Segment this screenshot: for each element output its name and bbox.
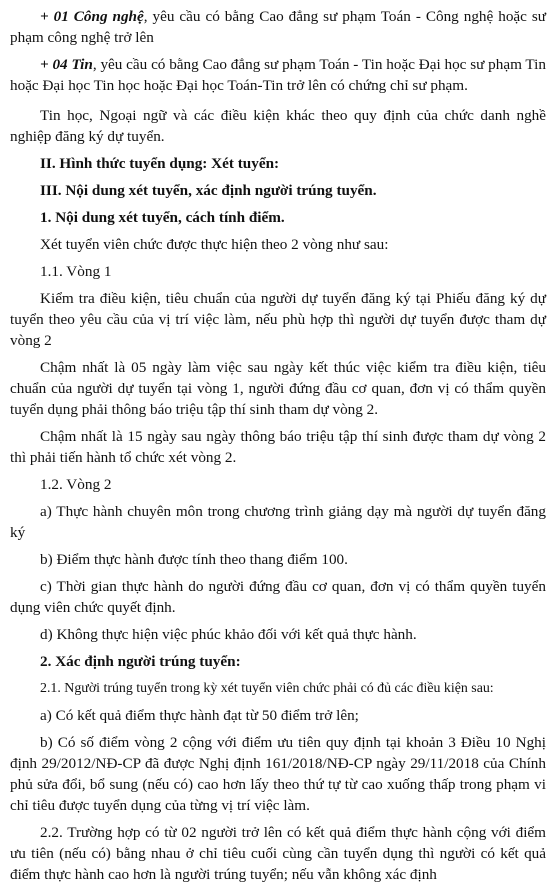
lead-tin: + 04 Tin	[40, 56, 93, 73]
heading-round-2: 1.2. Vòng 2	[40, 476, 112, 493]
paragraph-round-1-deadline: Chậm nhất là 05 ngày làm việc sau ngày kết thúc việc kiểm tra điều kiện, tiêu chuẩn của người dự tuyển tại vòng 1, người đứng đầu cơ quan, đơn vị có thẩm quyền tuyển dụng phải thông báo triệu tập thí sinh tham dự vòng 2.	[10, 359, 546, 418]
requirement-tin	[10, 54, 546, 96]
item-a-score: a) Có kết quả điểm thực hành đạt từ 50 điểm trở lên;	[40, 707, 359, 724]
paragraph-round-1-check: Kiểm tra điều kiện, tiêu chuẩn của người dự tuyển đăng ký tại Phiếu đăng ký dự tuyển theo yêu cầu của vị trí việc làm, nếu phù hợp thì người dự tuyển được tham dự vòng 2	[10, 290, 546, 349]
paragraph-round-2-deadline: Chậm nhất là 15 ngày sau ngày thông báo triệu tập thí sinh được tham dự vòng 2 thì phải tiến hành tổ chức xét vòng 2.	[10, 428, 546, 466]
heading-2: 2. Xác định người trúng tuyển:	[40, 653, 241, 670]
text-cong-nghe: , yêu cầu có bằng Cao đẳng sư phạm Toán - Công nghệ hoặc sư phạm công nghệ trở lên	[10, 8, 546, 46]
paragraph-2-2: 2.2. Trường hợp có từ 02 người trở lên có kết quả điểm thực hành cộng với điểm ưu tiên (nếu có) bằng nhau ở chỉ tiêu cuối cùng cần tuyển dụng thì người có kết quả điểm thực hành cao hơn là người trúng tuyển; nếu vẫn không xác định	[10, 824, 546, 883]
paragraph-2-1: 2.1. Người trúng tuyển trong kỳ xét tuyển viên chức phải có đủ các điều kiện sau:	[40, 681, 494, 696]
item-b-priority: b) Có số điểm vòng 2 cộng với điểm ưu tiên quy định tại khoản 3 Điều 10 Nghị định 29/2012/NĐ-CP đã được Nghị định 161/2018/NĐ-CP ngày 29/11/2018 của Chính phủ sửa đổi, bổ sung (nếu có) cao hơn lấy theo thứ tự từ cao xuống thấp trong phạm vi chỉ tiêu được tuyển dụng của từng vị trí việc làm.	[10, 734, 546, 814]
item-d-no-review: d) Không thực hiện việc phúc khảo đối với kết quả thực hành.	[40, 626, 417, 643]
heading-round-1: 1.1. Vòng 1	[40, 263, 112, 280]
item-c-time: c) Thời gian thực hành do người đứng đầu cơ quan, đơn vị có thẩm quyền tuyển dụng viên chức quyết định.	[10, 578, 546, 616]
paragraph-other-conditions: Tin học, Ngoại ngữ và các điều kiện khác theo quy định của chức danh nghề nghiệp đăng ký dự tuyển.	[10, 107, 546, 145]
paragraph-two-rounds: Xét tuyển viên chức được thực hiện theo 2 vòng như sau:	[40, 236, 389, 253]
requirement-cong-nghe	[10, 6, 546, 48]
lead-cong-nghe: + 01 Công nghệ	[40, 8, 144, 25]
heading-section-3: III. Nội dung xét tuyển, xác định người trúng tuyển.	[40, 182, 377, 199]
item-a-practice: a) Thực hành chuyên môn trong chương trình giảng dạy mà người dự tuyển đăng ký	[10, 503, 546, 541]
item-b-scale: b) Điểm thực hành được tính theo thang điểm 100.	[40, 551, 348, 568]
text-tin: , yêu cầu có bằng Cao đẳng sư phạm Toán - Tin hoặc Đại học sư phạm Tin hoặc Đại học Tin học hoặc Đại học Toán-Tin trở lên có chứng chỉ sư phạm.	[10, 56, 546, 94]
heading-section-2: II. Hình thức tuyển dụng: Xét tuyển:	[40, 155, 280, 172]
heading-1: 1. Nội dung xét tuyển, cách tính điểm.	[40, 209, 285, 226]
